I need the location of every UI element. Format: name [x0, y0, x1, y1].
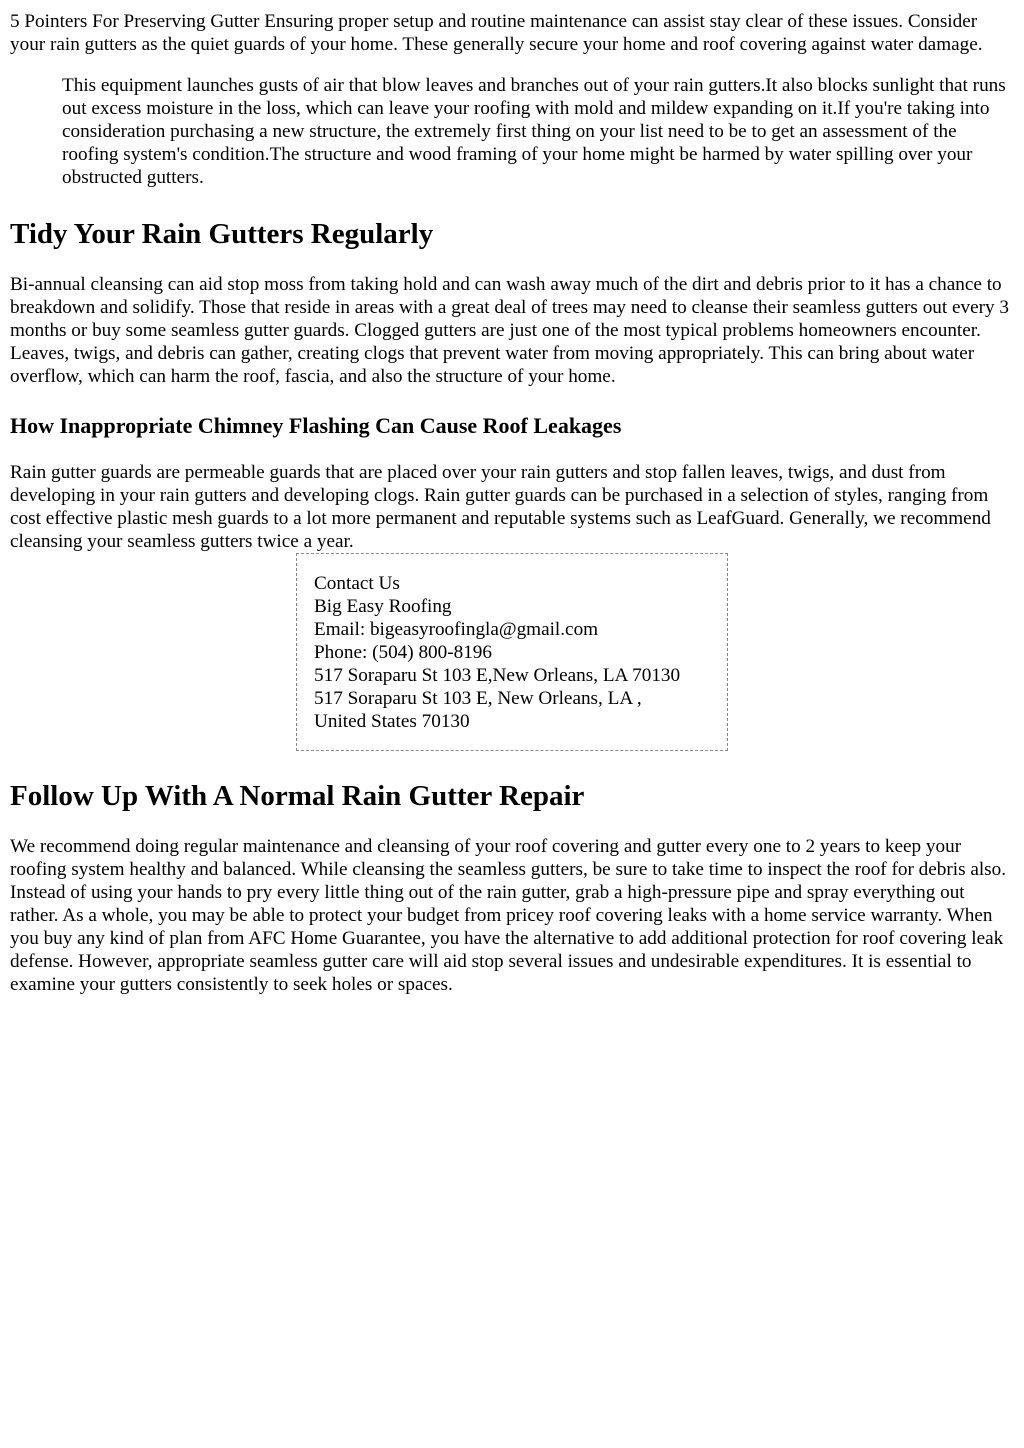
section-paragraph-tidy-gutters: Bi-annual cleansing can aid stop moss from taking hold and can wash away much of the dirt and debris prior to it has a chance to breakdown and solidify. Those that reside in areas with a great deal of trees may need to cleanse their seamless gutters out every 3 months or buy some seamless gutter guards. Clogged gutters are just one of the most typical problems homeowners encounter. Leaves, twigs, and debris can gather, creating clogs that prevent water from moving appropriately. This can bring about water overflow, which can harm the roof, fascia, and also the structure of your home.	[10, 274, 1010, 387]
intro-paragraph: 5 Pointers For Preserving Gutter Ensuring proper setup and routine maintenance can assist stay clear of these issues. Consider your rain gutters as the quiet guards of your home. These generally secure your home and roof covering against water damage.	[10, 11, 983, 55]
blockquote	[62, 74, 1014, 189]
contact-company: Big Easy Roofing	[314, 596, 452, 617]
contact-address-line-3: United States 70130	[314, 711, 470, 732]
contact-address-line-1: 517 Soraparu St 103 E,New Orleans, LA 70130	[314, 665, 681, 686]
section-paragraph-chimney-flashing: Rain gutter guards are permeable guards that are placed over your rain gutters and stop fallen leaves, twigs, and dust from developing in your rain gutters and developing clogs. Rain gutter guards can be purchased in a selection of styles, ranging from cost effective plastic mesh guards to a lot more permanent and reputable systems such as LeafGuard. Generally, we recommend cleansing your seamless gutters twice a year.	[10, 462, 991, 552]
contact-title: Contact Us	[314, 573, 400, 594]
contact-phone: Phone: (504) 800-8196	[314, 642, 492, 663]
section-heading-gutter-repair: Follow Up With A Normal Rain Gutter Repair	[10, 780, 585, 812]
quote-paragraph: This equipment launches gusts of air that blow leaves and branches out of your rain gutters.It also blocks sunlight that runs out excess moisture in the loss, which can leave your roofing with mold and mildew expanding on it.If you're taking into consideration purchasing a new structure, the extremely first thing on your list need to be to get an assessment of the roofing system's condition.The structure and wood framing of your home might be harmed by water spilling over your obstructed gutters.	[62, 75, 1006, 188]
contact-email: Email: bigeasyroofingla@gmail.com	[314, 619, 599, 640]
contact-address-line-2: 517 Soraparu St 103 E, New Orleans, LA ,	[314, 688, 642, 709]
contact-box	[296, 553, 728, 751]
section-paragraph-gutter-repair: We recommend doing regular maintenance and cleansing of your roof covering and gutter every one to 2 years to keep your roofing system healthy and balanced. While cleansing the seamless gutters, be sure to take time to inspect the roof for debris also. Instead of using your hands to pry every little thing out of the rain gutter, grab a high-pressure pipe and spray everything out rather. As a whole, you may be able to protect your budget from pricey roof covering leaks with a home service warranty. When you buy any kind of plan from AFC Home Guarantee, you have the alternative to add additional protection for roof covering leak defense. However, appropriate seamless gutter care will aid stop several issues and undesirable expenditures. It is essential to examine your gutters consistently to seek holes or spaces.	[10, 836, 1007, 995]
section-heading-tidy-gutters: Tidy Your Rain Gutters Regularly	[10, 218, 434, 250]
section-heading-chimney-flashing: How Inappropriate Chimney Flashing Can Cause Roof Leakages	[10, 413, 622, 438]
